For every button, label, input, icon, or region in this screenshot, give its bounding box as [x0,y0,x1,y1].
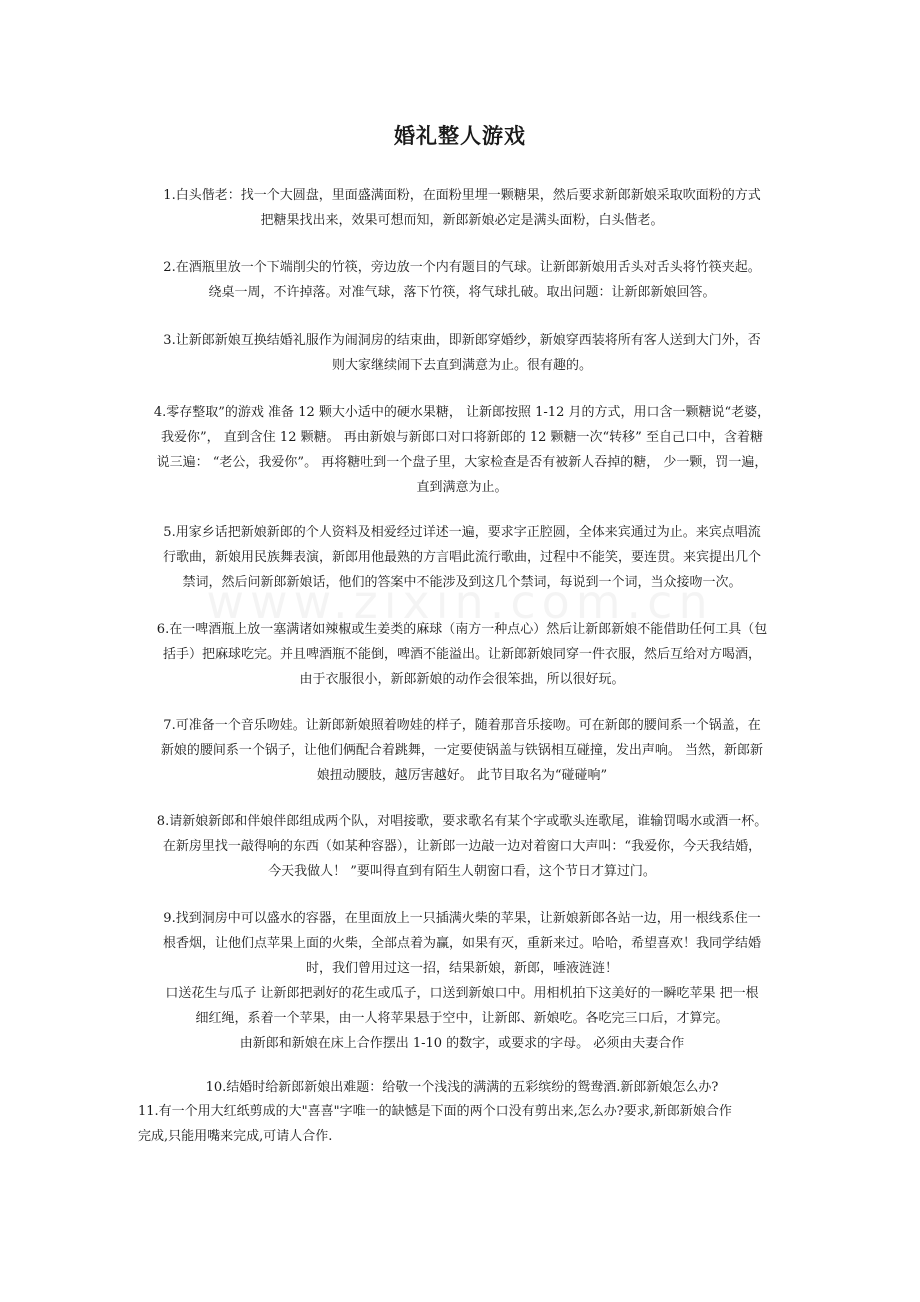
paragraph-3 [138,328,786,378]
document-title: 婚礼整人游戏 [394,123,526,148]
text-line: 禁词，然后问新郎新娘话，他们的答案中不能涉及到这几个禁词，每说到一个词，当众接吻一次。 [182,575,742,590]
text-line: 绕桌一周，不许掉落。对准气球，落下竹筷，将气球扎破。取出问题：让新郎新娘回答。 [208,285,716,300]
paragraph-1 [138,183,786,233]
text-line: 3.让新郎新娘互换结婚礼服作为闹洞房的结束曲，即新郎穿婚纱，新娘穿西装将所有客人送到大门外，否 [163,333,761,348]
text-line: 10.结婚时给新郎新娘出难题：给敬一个浅浅的满满的五彩缤纷的鸳鸯酒.新郎新娘怎么办? [205,1080,719,1095]
paragraph-9 [138,906,786,1056]
paragraph-4 [138,400,786,500]
text-line: 把糖果找出来，效果可想而知，新郎新娘必定是满头面粉，白头偕老。 [260,213,664,228]
text-line: 括手）把麻球吃完。并且啤酒瓶不能倒，啤酒不能溢出。让新郎新娘同穿一件衣服，然后互给对方喝酒， [162,647,761,662]
text-line: 时，我们曾用过这一招，结果新娘，新郎，唾液涟涟！ [305,961,618,976]
text-line: 8.请新娘新郎和伴娘伴郎组成两个队，对唱接歌，要求歌名有某个字或歌头连歌尾，谁输罚喝水或酒一杯。 [156,814,768,829]
text-line: 9.找到洞房中可以盛水的容器，在里面放上一只插满火柴的苹果，让新娘新郎各站一边，用一根线系住一 [163,911,761,926]
paragraph-6 [138,617,786,692]
text-line: 4.零存整取”的游戏 准备 12 颗大小适中的硬水果糖， 让新郎按照 1-12 月的方式，用口含一颗糖说“老婆， [153,405,771,420]
text-line: 2.在酒瓶里放一个下端削尖的竹筷，旁边放一个内有题目的气球。让新郎新娘用舌头对舌头将竹筷夹起。 [163,260,761,275]
text-line: 11.有一个用大红纸剪成的大"喜喜"字唯一的缺憾是下面的两个口没有剪出来,怎么办?要求,新郎新娘合作 [138,1104,732,1119]
text-line: 今天我做人！ ”要叫得直到有陌生人朝窗口看，这个节日才算过门。 [268,864,656,879]
text-line: 娘扭动腰肢，越厉害越好。 此节目取名为“碰碰响” [316,768,608,783]
text-line: 口送花生与瓜子 让新郎把剥好的花生或瓜子，口送到新娘口中。用相机拍下这美好的一瞬吃苹果 把一根 [165,986,759,1001]
text-line: 说三遍： “老公，我爱你”。 再将糖吐到一个盘子里，大家检查是否有被新人吞掉的糖， 少一颗，罚一遍， [156,455,768,470]
text-line: 6.在一啤酒瓶上放一塞满诸如辣椒或生姜类的麻球（南方一种点心）然后让新郎新娘不能借助任何工具（包 [156,622,768,637]
text-line: 我爱你”， 直到含住 12 颗糖。 再由新娘与新郎口对口将新郎的 12 颗糖一次“转移” 至自己口中，含着糖 [161,430,763,445]
text-line: 直到满意为止。 [416,480,508,495]
text-line: 由于衣服很小，新郎新娘的动作会很笨拙，所以很好玩。 [299,672,625,687]
text-line: 细红绳，系着一个苹果，由一人将苹果悬于空中，让新郎、新娘吃。各吃完三口后，才算完。 [195,1011,729,1026]
text-line: 完成,只能用嘴来完成,可请人合作. [138,1129,333,1144]
paragraph-5 [138,520,786,595]
text-line: 根香烟，让他们点苹果上面的火柴，全部点着为赢，如果有灭，重新来过。哈哈，希望喜欢！我同学结婚 [162,936,761,951]
text-line: 则大家继续闹下去直到满意为止。很有趣的。 [331,358,592,373]
text-line: 5.用家乡话把新娘新郎的个人资料及相爱经过详述一遍，要求字正腔圆，全体来宾通过为止。来宾点唱流 [163,525,761,540]
text-line: 新娘的腰间系一个锅子，让他们俩配合着跳舞，一定要使锅盖与铁锅相互碰撞，发出声响。 当然，新郎新 [160,743,764,758]
text-line: 由新郎和新娘在床上合作摆出 1-10 的数字，或要求的字母。 必须由夫妻合作 [239,1036,685,1051]
text-line: 7.可准备一个音乐吻娃。让新郎新娘照着吻娃的样子，随着那音乐接吻。可在新郎的腰间系一个锅盖，在 [163,718,761,733]
paragraph-10 [138,1075,786,1100]
text-line: 在新房里找一敲得响的东西（如某种容器），让新郎一边敲一边对着窗口大声叫：“我爱你，今天我结婚， [162,839,762,854]
text-line: 行歌曲，新娘用民族舞表演，新郎用他最熟的方言唱此流行歌曲，过程中不能笑，要连贯。来宾提出几个 [162,550,761,565]
paragraph-7 [138,713,786,788]
text-line: 1.白头偕老：找一个大圆盘，里面盛满面粉，在面粉里埋一颗糖果，然后要求新郎新娘采取吹面粉的方式 [163,188,761,203]
paragraph-11 [138,1099,786,1149]
paragraph-8 [138,809,786,884]
paragraph-2 [138,255,786,305]
